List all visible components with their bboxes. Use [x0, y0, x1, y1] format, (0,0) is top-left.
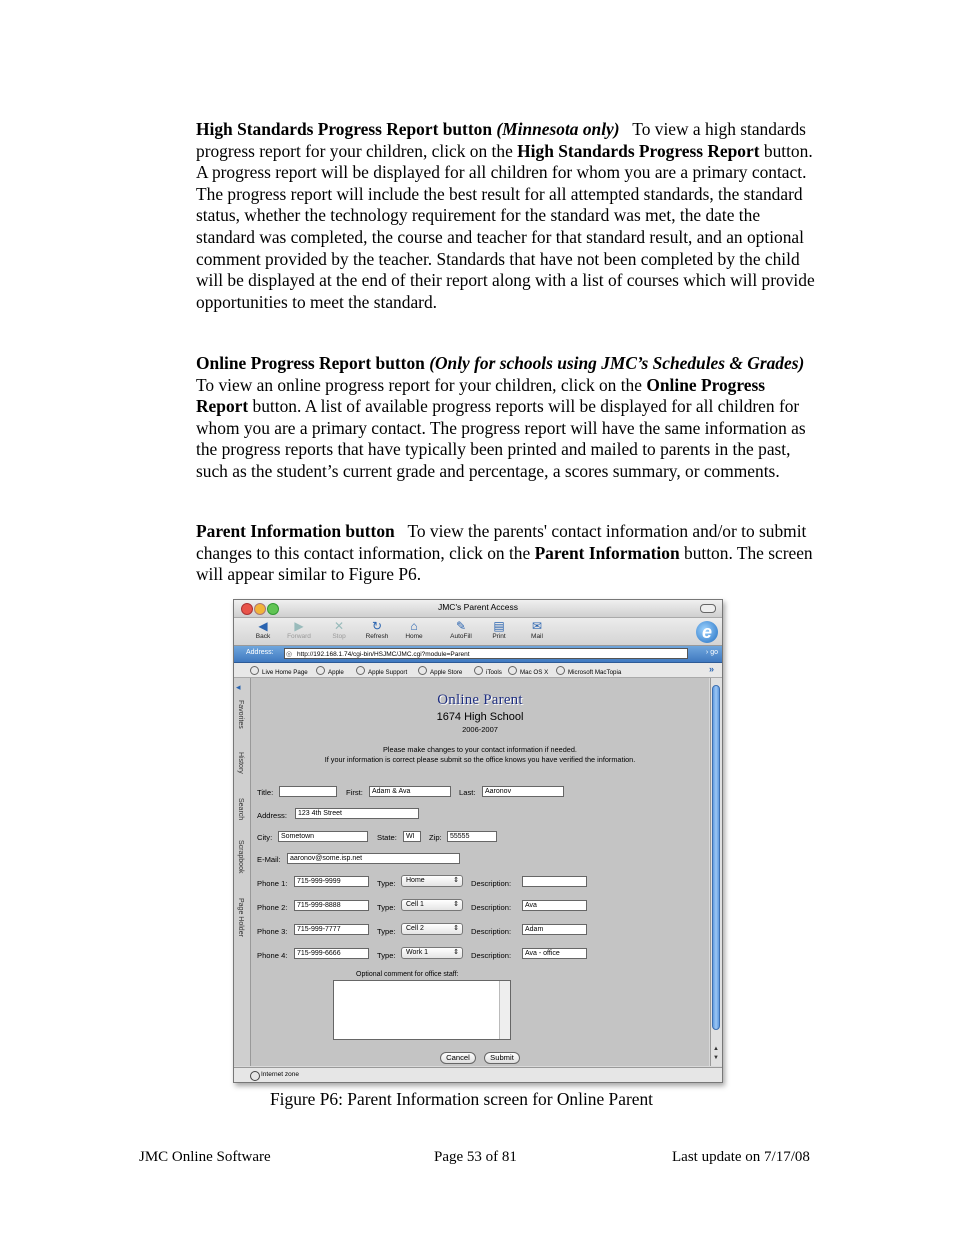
forward-arrow-icon: ▶ [294, 619, 304, 633]
phone-3-type-label: Type: [377, 927, 396, 936]
phone-2-label: Phone 2: [257, 903, 288, 912]
stop-button[interactable]: ✕ Stop [322, 619, 356, 640]
state-field[interactable]: WI [403, 831, 421, 842]
address-label: Address: [246, 649, 274, 656]
para2-text-1: To view an online progress report for your children, click on the [196, 374, 642, 395]
sidebar-tab-page-holder[interactable]: Page Holder [237, 898, 244, 937]
address-label: Address: [257, 811, 287, 820]
mail-icon: ✉ [531, 619, 543, 633]
phone-3-description-field[interactable]: Adam [522, 924, 587, 935]
browser-toolbar [234, 618, 722, 646]
window-title: JMC's Parent Access [437, 602, 519, 612]
email-label: E-Mail: [257, 855, 281, 864]
sidebar-tab-history[interactable]: History [237, 752, 244, 774]
comment-textarea[interactable] [333, 980, 511, 1040]
page-content [251, 678, 709, 1066]
para1-text-1: To view a high standards progress report for your children, click on the [196, 119, 806, 161]
globe-icon [356, 666, 365, 675]
favorite-link[interactable]: iTools [474, 666, 502, 676]
sidebar-tab-favorites[interactable]: Favorites [237, 700, 244, 729]
phone-3-label: Phone 3: [257, 927, 288, 936]
phone-3-description-label: Description: [471, 927, 512, 936]
browser-window-screenshot [233, 599, 723, 1083]
autofill-button[interactable]: ✎ AutoFill [444, 619, 478, 640]
explorer-sidebar [234, 678, 251, 1066]
forward-button[interactable]: ▶ Forward [282, 619, 316, 640]
home-icon: ⌂ [410, 619, 418, 633]
favorite-link[interactable]: Apple Store [418, 666, 462, 676]
favorite-link[interactable]: Apple [316, 666, 344, 676]
stop-icon: ✕ [333, 619, 345, 633]
phone-2-type-label: Type: [377, 903, 396, 912]
phone-1-label: Phone 1: [257, 879, 288, 888]
paragraph-parent-information [196, 521, 816, 586]
sidebar-tab-search[interactable]: Search [237, 798, 244, 821]
home-button[interactable]: ⌂ Home [397, 619, 431, 640]
figure-caption: Figure P6: Parent Information screen for Online Parent [270, 1089, 653, 1109]
phone-4-field[interactable]: 715-999-6666 [294, 948, 369, 959]
para2-bold-button: Online Progress Report [196, 374, 766, 417]
footer-page-number: Page 53 of 81 [434, 1149, 517, 1165]
para3-text-1: To view the parents' contact information and/or to submit changes to this contact information, click on the [196, 521, 807, 563]
phone-2-description-field[interactable]: Ava [522, 900, 587, 911]
title-field[interactable] [279, 786, 337, 797]
vertical-scrollbar[interactable] [710, 678, 722, 1066]
comment-scrollbar[interactable] [499, 981, 510, 1039]
phone-1-type-label: Type: [377, 879, 396, 888]
first-label: First: [346, 788, 363, 797]
more-favorites-chevron-icon[interactable]: » [708, 664, 714, 674]
globe-icon [474, 666, 483, 675]
para3-bold-button: Parent Information [534, 542, 680, 563]
title-label: Title: [257, 788, 274, 797]
phone-2-field[interactable]: 715-999-8888 [294, 900, 369, 911]
footer-last-update: Last update on 7/17/08 [672, 1149, 810, 1165]
favorite-link[interactable]: Microsoft MacTopia [556, 666, 621, 676]
city-field[interactable]: Sometown [278, 831, 368, 842]
heading-high-standards: High Standards Progress Report button [196, 119, 492, 139]
globe-icon [508, 666, 517, 675]
globe-icon [418, 666, 427, 675]
print-button[interactable]: ▤ Print [482, 619, 516, 640]
phone-1-type-select[interactable]: Home ⇕ [401, 875, 463, 887]
scroll-down-icon[interactable]: ▼ [713, 1055, 719, 1061]
phone-3-type-select[interactable]: Cell 2 ⇕ [401, 923, 463, 935]
favorite-link[interactable]: Mac OS X [508, 666, 548, 676]
print-icon: ▤ [493, 619, 505, 633]
para1-text-2: button. A progress report will be displayed for all children for whom you are a primary contact. The progress report will include the best result for all attempted standards, the standard status, whether the technology requirement for the standard was met, the date the standard was completed, the course and teacher for that standard result, and an optional comment provided by the teacher. Standards that have not been completed by the child will be displayed at the end of their report along with a list of courses which will provide opportunities to meet the standard. [196, 140, 815, 312]
zip-field[interactable]: 55555 [447, 831, 497, 842]
phone-2-description-label: Description: [471, 903, 512, 912]
phone-4-type-label: Type: [377, 951, 396, 960]
phone-1-description-label: Description: [471, 879, 512, 888]
autofill-icon: ✎ [455, 619, 467, 633]
globe-icon [316, 666, 325, 675]
phone-4-description-field[interactable]: Ava - office [522, 948, 587, 959]
para1-bold-button: High Standards Progress Report [517, 140, 760, 161]
page-icon: ◎ [286, 651, 293, 658]
comment-label: Optional comment for office staff: [356, 971, 459, 978]
last-label: Last: [459, 788, 476, 797]
submit-button[interactable]: Submit [484, 1052, 520, 1064]
favorites-bar [234, 663, 722, 678]
stepper-arrows-icon: ⇕ [453, 949, 459, 956]
email-field[interactable]: aaronov@some.isp.net [287, 853, 460, 864]
instructions-line-2: If your information is correct please submit so the office knows you have verified the information. [324, 755, 636, 764]
footer-left: JMC Online Software [139, 1149, 271, 1165]
stepper-arrows-icon: ⇕ [453, 877, 459, 884]
stepper-arrows-icon: ⇕ [453, 901, 459, 908]
stepper-arrows-icon: ⇕ [453, 925, 459, 932]
address-field[interactable]: 123 4th Street [295, 808, 419, 819]
first-name-field[interactable]: Adam & Ava [369, 786, 451, 797]
qualifier-jmc-schools: (Only for schools using JMC’s Schedules & Grades) [429, 353, 805, 373]
back-arrow-icon: ◀ [258, 619, 268, 633]
heading-parent-information: Parent Information button [196, 521, 395, 541]
phone-4-description-label: Description: [471, 951, 512, 960]
toolbar-toggle-icon[interactable] [700, 604, 716, 613]
school-year: 2006-2007 [462, 725, 498, 734]
refresh-button[interactable]: ↻ Refresh [360, 619, 394, 640]
para3-text-2: button. The screen will appear similar to Figure P6. [196, 542, 813, 585]
qualifier-minnesota: (Minnesota only) [496, 119, 620, 139]
instructions-line-1: Please make changes to your contact information if needed. [383, 745, 577, 754]
back-button[interactable]: ◀ Back [246, 619, 280, 640]
para2-text-2: button. A list of available progress reports will be displayed for all children for whom you are a primary contact. The progress report will have the same information as the progress reports that have typically been printed and mailed to parents in the past, such as the student’s current grade and percentage, a scores summary, or comments. [196, 396, 806, 481]
mail-button[interactable]: ✉ Mail [520, 619, 554, 640]
address-bar [234, 646, 722, 663]
cancel-button[interactable]: Cancel [440, 1052, 476, 1064]
heading-online-progress: Online Progress Report button [196, 353, 425, 373]
favorite-link[interactable]: Live Home Page [250, 666, 308, 676]
status-text: Internet zone [261, 1071, 299, 1078]
phone-1-field[interactable]: 715-999-9999 [294, 876, 369, 887]
url-input[interactable]: http://192.168.1.74/cgi-bin/HSJMC/JMC.cgi?module=Parent [284, 648, 688, 659]
explorer-logo-icon: e [696, 621, 718, 643]
globe-icon [556, 666, 565, 675]
school-name: 1674 High School [436, 711, 524, 723]
state-label: State: [377, 833, 397, 842]
scroll-up-icon[interactable]: ▲ [713, 1046, 719, 1052]
internet-zone-icon [250, 1071, 260, 1081]
phone-4-type-select[interactable]: Work 1 ⇕ [401, 947, 463, 959]
status-bar [234, 1067, 722, 1083]
title-bar [234, 600, 722, 618]
paragraph-high-standards [196, 119, 816, 313]
paragraph-online-progress [196, 353, 816, 483]
phone-2-type-select[interactable]: Cell 1 ⇕ [401, 899, 463, 911]
phone-4-label: Phone 4: [257, 951, 288, 960]
scrollbar-thumb[interactable] [712, 685, 720, 1030]
last-name-field[interactable]: Aaronov [482, 786, 564, 797]
sidebar-toggle-icon[interactable]: ◂ [236, 682, 241, 692]
globe-icon [250, 666, 259, 675]
favorite-link[interactable]: Apple Support [356, 666, 407, 676]
refresh-icon: ↻ [371, 619, 383, 633]
sidebar-tab-scrapbook[interactable]: Scrapbook [237, 840, 244, 874]
phone-1-description-field[interactable] [522, 876, 587, 887]
app-title: Online Parent [437, 692, 523, 708]
zip-label: Zip: [429, 833, 442, 842]
phone-3-field[interactable]: 715-999-7777 [294, 924, 369, 935]
city-label: City: [257, 833, 273, 842]
go-button[interactable]: › go [705, 649, 718, 656]
